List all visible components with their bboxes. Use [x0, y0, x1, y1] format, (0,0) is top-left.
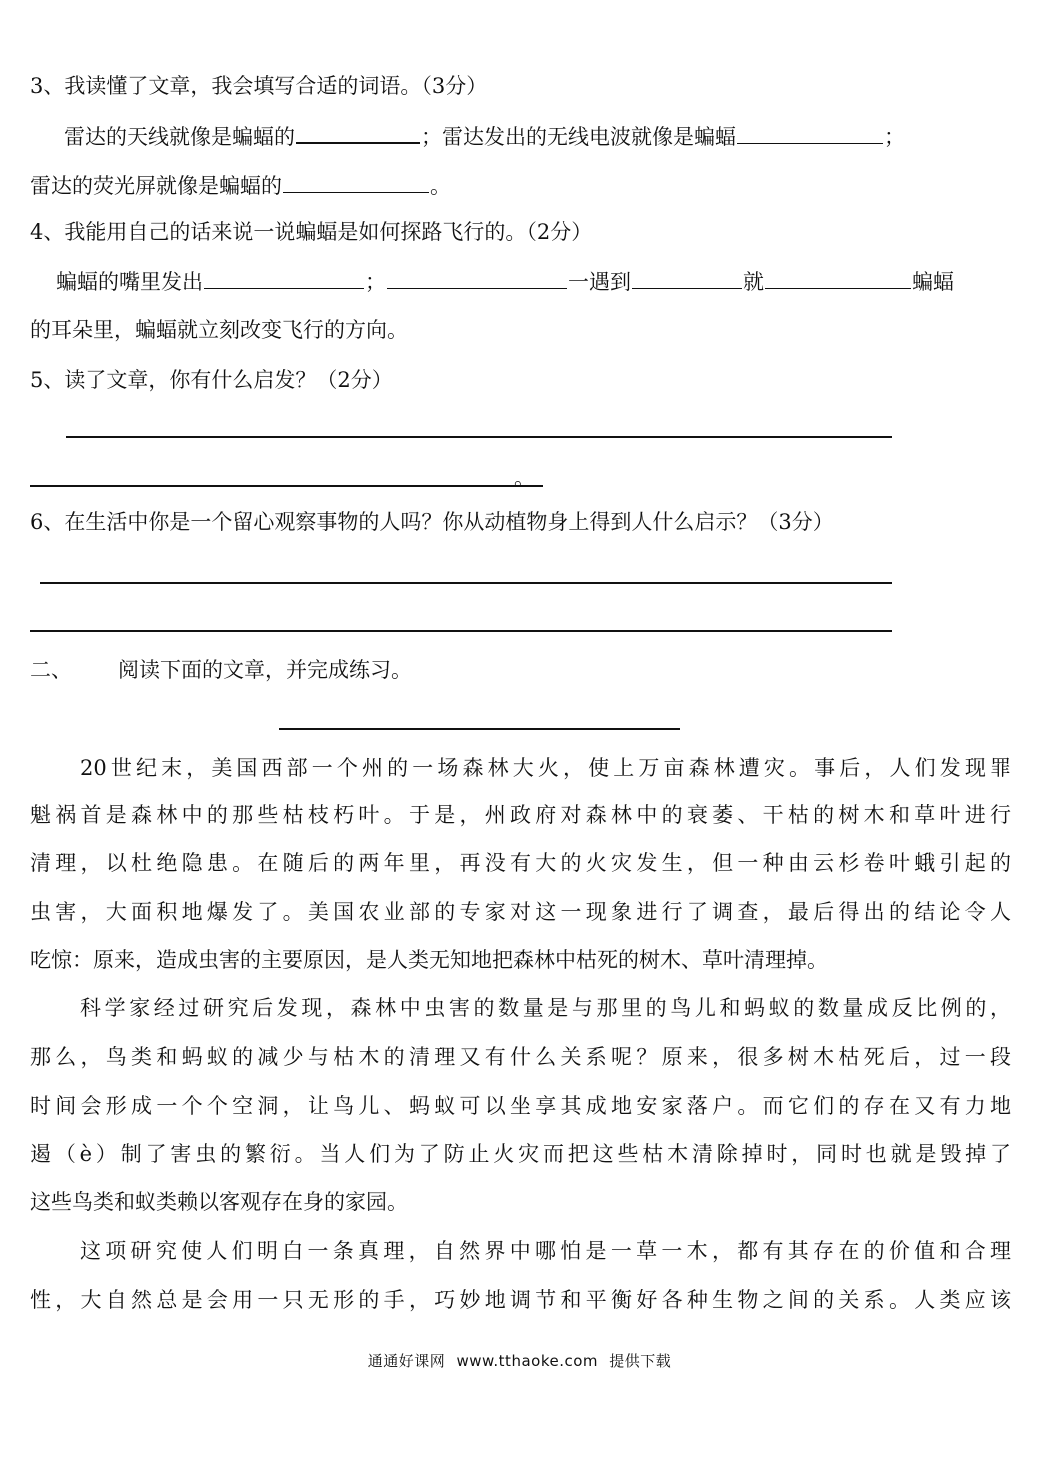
footer-note: 提供下载	[609, 1352, 672, 1370]
q3-text-1: 雷达的天线就像是蝙蝠的	[64, 125, 295, 149]
q4-blank-3[interactable]	[632, 270, 742, 289]
q4-text-5: 蝙蝠	[912, 270, 954, 294]
q3-blank-antenna[interactable]	[296, 124, 420, 144]
article-line-3: 清理，以杜绝隐患。在随后的两年里，再没有大的火灾发生，但一种由云杉卷叶蛾引起的	[30, 851, 1011, 875]
q4-blank-1[interactable]	[204, 270, 364, 289]
article-line-10: 这些鸟类和蚁类赖以客观存在身的家园。	[30, 1190, 408, 1214]
q3-fill-line-1	[64, 124, 1011, 149]
article-line-1: 20世纪末，美国西部一个州的一场森林大火，使上万亩森林遭灾。事后，人们发现罪	[80, 756, 1011, 780]
q4-text-3: 一遇到	[568, 270, 631, 294]
q4-title: 4、我能用自己的话来说一说蝙蝠是如何探路飞行的。（2分）	[30, 220, 593, 244]
article-line-8: 时间会形成一个个空洞，让鸟儿、蚂蚁可以坐享其成地安家落户。而它们的存在又有力地	[30, 1094, 1011, 1118]
q4-blank-2[interactable]	[387, 270, 567, 289]
q6-title: 6、在生活中你是一个留心观察事物的人吗？你从动植物身上得到人什么启示？（3分）	[30, 510, 834, 534]
q4-blank-4[interactable]	[765, 270, 911, 289]
q4-fill-line-2: 的耳朵里，蝙蝠就立刻改变飞行的方向。	[30, 318, 408, 342]
page-footer	[0, 1350, 1039, 1371]
q3-title: 3、我读懂了文章，我会填写合适的词语。（3分）	[30, 74, 488, 98]
q5-end-mark: 。	[514, 466, 535, 490]
q3-text-2: ；雷达发出的无线电波就像是蝙蝠	[421, 125, 736, 149]
article-line-6: 科学家经过研究后发现，森林中虫害的数量是与那里的鸟儿和蚂蚁的数量成反比例的，	[80, 996, 1011, 1020]
article-line-2: 魁祸首是森林中的那些枯枝朽叶。于是，州政府对森林中的衰萎、干枯的树木和草叶进行	[30, 803, 1011, 827]
article-line-4: 虫害，大面积地爆发了。美国农业部的专家对这一现象进行了调查，最后得出的结论令人	[30, 900, 1011, 924]
q5-answer-line-1[interactable]	[66, 436, 892, 438]
section2-number: 二、	[30, 658, 72, 682]
q3-blank-radio-wave[interactable]	[737, 125, 883, 144]
q3-fill-line-2	[30, 174, 1011, 198]
footer-site: 通通好课网	[367, 1352, 446, 1370]
q4-text-2: ；	[365, 270, 386, 294]
q4-text-4: 就	[743, 270, 764, 294]
q6-answer-line-1[interactable]	[40, 582, 892, 584]
article-line-9: 遏（è）制了害虫的繁衍。当人们为了防止火灾而把这些枯木清除掉时，同时也就是毁掉了	[30, 1142, 1011, 1166]
q6-answer-line-2[interactable]	[30, 630, 892, 632]
article-line-11: 这项研究使人们明白一条真理，自然界中哪怕是一草一木，都有其存在的价值和合理	[80, 1239, 1011, 1263]
section2-instruction: 阅读下面的文章，并完成练习。	[118, 658, 412, 682]
q3-end-2: 。	[430, 174, 451, 198]
q5-answer-line-2[interactable]	[30, 485, 543, 487]
q5-title: 5、读了文章，你有什么启发？（2分）	[30, 368, 393, 392]
article-line-7: 那么，鸟类和蚂蚁的减少与枯木的清理又有什么关系呢？原来，很多树木枯死后，过一段	[30, 1045, 1011, 1069]
q4-fill-line-1	[56, 270, 1011, 294]
article-title-blank[interactable]	[279, 728, 680, 730]
article-line-12: 性，大自然总是会用一只无形的手，巧妙地调节和平衡好各种生物之间的关系。人类应该	[30, 1288, 1011, 1312]
q3-blank-screen[interactable]	[283, 174, 429, 193]
q3-text-3: 雷达的荧光屏就像是蝙蝠的	[30, 174, 282, 198]
q4-text-1: 蝙蝠的嘴里发出	[56, 270, 203, 294]
article-line-5: 吃惊：原来，造成虫害的主要原因，是人类无知地把森林中枯死的树木、草叶清理掉。	[30, 948, 828, 972]
footer-url[interactable]: www.tthaoke.com	[456, 1352, 599, 1370]
q3-end-1: ；	[884, 125, 905, 149]
